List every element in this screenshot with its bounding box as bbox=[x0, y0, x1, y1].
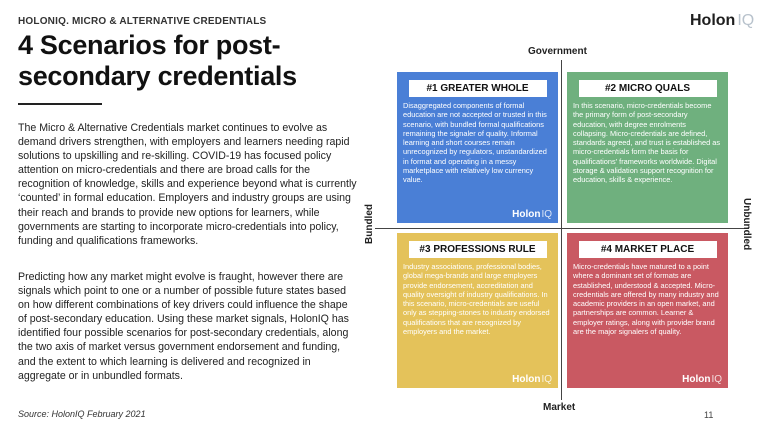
logo-main-text: Holon bbox=[690, 12, 736, 29]
axis-label-government: Government bbox=[528, 46, 587, 57]
holoniq-logo bbox=[690, 12, 754, 30]
quadrant-logo: HolonIQ bbox=[512, 374, 552, 385]
quadrant-title: #2 MICRO QUALS bbox=[579, 80, 717, 97]
page-number: 11 bbox=[704, 410, 714, 420]
quadrant-greater-whole bbox=[397, 72, 558, 223]
quadrant-text: Industry associations, professional bodies, global mega-brands and large employers provide endorsement, accreditation and quality oversight of industry qualifications. In this scenario, micro-credentials are useful only as stepping-stones to industry endorsed qualifications that are recognized by employers and the market. bbox=[403, 262, 550, 337]
page-title: 4 Scenarios for post-secondary credentials bbox=[18, 30, 297, 91]
quadrant-text: In this scenario, micro-credentials become the primary form of post-secondary education, with degree enrolments collapsing. Micro-credentials are defined, standards agreed, and trust is established as micro-credentials form the basis for qualifications’ frameworks worldwide. Digital storage & validation support recognition for education, skills & experience. bbox=[573, 101, 721, 185]
quadrant-title: #4 MARKET PLACE bbox=[579, 241, 717, 258]
quadrant-professions-rule bbox=[397, 233, 558, 388]
source-note: Source: HolonIQ February 2021 bbox=[18, 409, 146, 419]
quadrant-logo: HolonIQ bbox=[682, 374, 722, 385]
vertical-axis-line bbox=[561, 60, 562, 400]
axis-label-bundled: Bundled bbox=[364, 204, 375, 244]
scenario-paragraph: Predicting how any market might evolve is fraught, however there are signals which point to one or a number of possible future states based on how different combinations of key drivers could influence the shape of post-secondary education. Using these market signals, HolonIQ has identified four possible scenarios for post-secondary credentials, along the two axis of market versus government endorsement and funding, and the extent to which learning is delivered and recognized in aggregate or in unbundled formats. bbox=[18, 271, 349, 382]
quadrant-market-place bbox=[567, 233, 728, 388]
intro-paragraph: The Micro & Alternative Credentials market continues to evolve as demand drivers strengthen, with employers and learners needing rapid solutions to upskilling and re-skilling. COVID-19 has focused policy attention on micro-credentials and there are broad calls for the recognition of knowledge, skills and experience beyond what is currently ‘counted’ in formal education. Employers and industry groups are using their reach and brands to provide new options for learners, while governments are starting to incorporate micro-credentials into policy, funding and qualifications frameworks. bbox=[18, 122, 357, 247]
quadrant-title: #3 PROFESSIONS RULE bbox=[409, 241, 547, 258]
axis-label-unbundled: Unbundled bbox=[741, 198, 752, 251]
quadrant-title: #1 GREATER WHOLE bbox=[409, 80, 547, 97]
header-label: HOLONIQ. MICRO & ALTERNATIVE CREDENTIALS bbox=[18, 16, 267, 27]
quadrant-micro-quals bbox=[567, 72, 728, 223]
quadrant-logo: HolonIQ bbox=[512, 209, 552, 220]
quadrant-text: Micro-credentials have matured to a point where a dominant set of formats are established, understood & accepted. Micro-credentials are offered by many industry and academic providers in an open market, and partnerships are common. Learner & employer ratings, along with provider brand are the major signalers of quality. bbox=[573, 262, 719, 337]
logo-accent-text: IQ bbox=[737, 12, 755, 29]
horizontal-axis-line bbox=[375, 228, 749, 229]
quadrant-text: Disaggregated components of formal education are not accepted or trusted in this scenario, with bundled formal qualifications remaining the signaler of quality. Informal learning and short courses remain unrecognized by regulators, unstandardized in format and operating in a messy marketplace with relatively low currency value. bbox=[403, 101, 547, 185]
title-underline bbox=[18, 103, 102, 105]
axis-label-market: Market bbox=[543, 402, 576, 413]
